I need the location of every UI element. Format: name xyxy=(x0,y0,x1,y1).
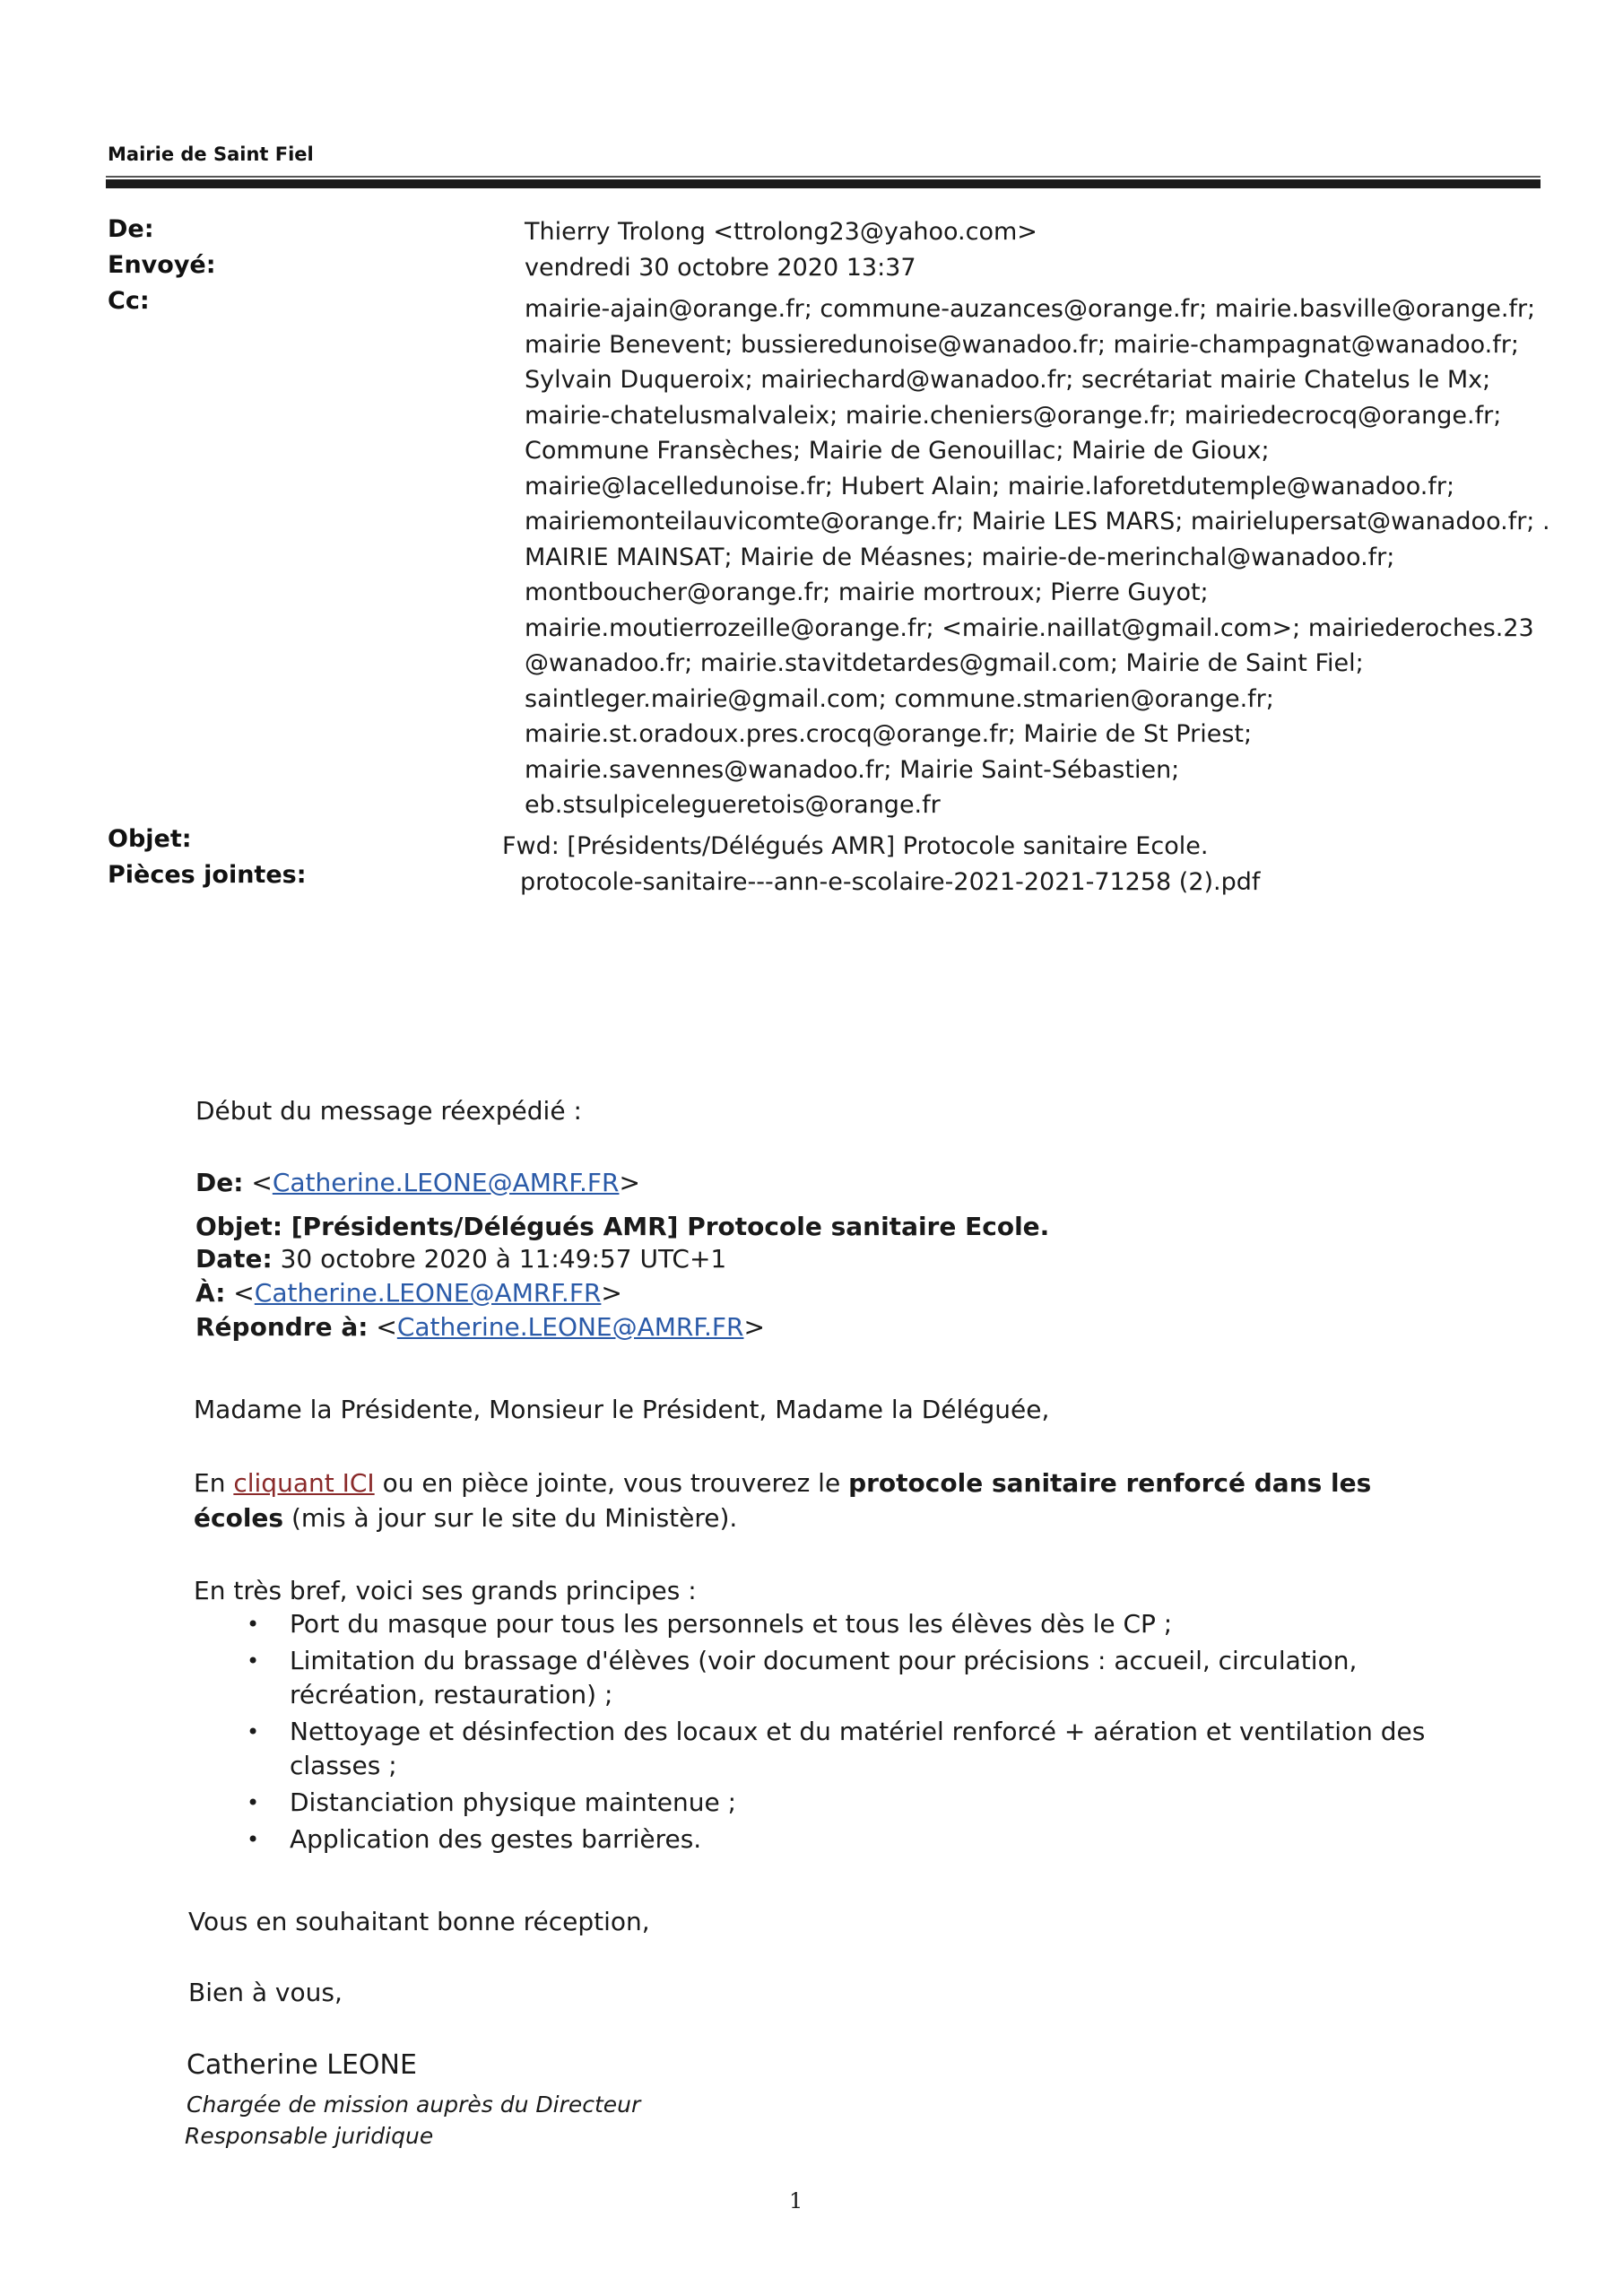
fwd-from-row xyxy=(195,1168,640,1197)
fwd-from-prefix: < xyxy=(243,1168,273,1197)
cc-line: mairie@lacelledunoise.fr; Hubert Alain; mairie.laforetdutemple@wanadoo.fr; xyxy=(525,472,1455,500)
sent-value: vendredi 30 octobre 2020 13:37 xyxy=(525,254,916,282)
fwd-date-value: 30 octobre 2020 à 11:49:57 UTC+1 xyxy=(272,1244,727,1274)
paragraph-1-line-2 xyxy=(194,1503,737,1533)
header-rule-thin xyxy=(106,176,1541,178)
closing-2: Bien à vous, xyxy=(188,1978,343,2007)
fwd-from-email-link[interactable]: Catherine.LEONE@AMRF.FR xyxy=(272,1168,620,1197)
page-number: 1 xyxy=(789,2188,803,2213)
list-item xyxy=(229,1822,1439,1857)
click-here-link[interactable]: cliquant ICI xyxy=(233,1468,375,1498)
fwd-from-label: De: xyxy=(195,1168,244,1197)
cc-line: montboucher@orange.fr; mairie mortroux; Pierre Guyot; xyxy=(525,578,1209,606)
p1-start: En xyxy=(194,1468,234,1498)
cc-line: mairiemonteilauvicomte@orange.fr; Mairie LES MARS; mairielupersat@wanadoo.fr; . xyxy=(525,508,1550,535)
attachments-value[interactable]: protocole-sanitaire---ann-e-scolaire-2021-2021-71258 (2).pdf xyxy=(520,868,1261,896)
bullet-icon: • xyxy=(247,1648,260,1674)
closing-1: Vous en souhaitant bonne réception, xyxy=(188,1907,650,1936)
cc-line: mairie.savennes@wanadoo.fr; Mairie Saint-Sébastien; xyxy=(525,755,1180,784)
signature-name: Catherine LEONE xyxy=(187,2049,417,2081)
cc-line: mairie-ajain@orange.fr; commune-auzances@orange.fr; mairie.basville@orange.fr; xyxy=(525,295,1536,323)
bullet-icon: • xyxy=(247,1719,260,1744)
cc-line: mairie-chatelusmalvaleix; mairie.cheniers@orange.fr; mairiedecrocq@orange.fr; xyxy=(525,401,1502,430)
list-item-text: Nettoyage et désinfection des locaux et du matériel renforcé + aération et ventilation des classes ; xyxy=(290,1717,1426,1780)
list-item-text: Limitation du brassage d'élèves (voir document pour précisions : accueil, circulation, récréation, restauration) ; xyxy=(290,1646,1358,1709)
fwd-from-suffix: > xyxy=(619,1168,640,1197)
list-item xyxy=(229,1607,1439,1641)
fwd-reply-row xyxy=(195,1312,765,1342)
header-rule xyxy=(106,179,1541,188)
fwd-date-label: Date: xyxy=(195,1244,273,1274)
fwd-to-label: À: xyxy=(195,1278,226,1308)
cc-line: eb.stsulpicelegueretois@orange.fr xyxy=(525,791,941,819)
list-item-text: Distanciation physique maintenue ; xyxy=(290,1787,736,1817)
fwd-to-row xyxy=(195,1278,622,1308)
bullet-icon: • xyxy=(247,1790,260,1815)
list-item-text: Port du masque pour tous les personnels et tous les élèves dès le CP ; xyxy=(290,1609,1173,1639)
cc-line: mairie.moutierrozeille@orange.fr; <mairie.naillat@gmail.com>; mairiederoches.23 xyxy=(525,613,1534,642)
forwarded-intro: Début du message réexpédié : xyxy=(195,1096,582,1126)
p1-bold2: écoles xyxy=(194,1503,284,1533)
list-item xyxy=(229,1644,1375,1712)
fwd-reply-prefix: < xyxy=(368,1312,397,1342)
list-item-text: Application des gestes barrières. xyxy=(290,1824,702,1854)
p1-mid: ou en pièce jointe, vous trouverez le xyxy=(374,1468,849,1498)
fwd-reply-suffix: > xyxy=(743,1312,765,1342)
organization-name: Mairie de Saint Fiel xyxy=(108,144,314,165)
fwd-subject-row xyxy=(195,1212,1049,1241)
cc-line: MAIRIE MAINSAT; Mairie de Méasnes; mairie-de-merinchal@wanadoo.fr; xyxy=(525,543,1395,571)
fwd-to-email-link[interactable]: Catherine.LEONE@AMRF.FR xyxy=(254,1278,602,1308)
bullet-icon: • xyxy=(247,1612,260,1637)
list-item xyxy=(229,1786,1439,1820)
cc-line: saintleger.mairie@gmail.com; commune.stmarien@orange.fr; xyxy=(525,684,1274,713)
from-label: De: xyxy=(108,215,154,243)
salutation: Madame la Présidente, Monsieur le Président, Madame la Déléguée, xyxy=(194,1395,1050,1424)
fwd-subject-value: [Présidents/Délégués AMR] Protocole sanitaire Ecole. xyxy=(282,1212,1050,1241)
subject-label: Objet: xyxy=(108,825,192,853)
fwd-date-row xyxy=(195,1244,726,1274)
fwd-reply-label: Répondre à: xyxy=(195,1312,369,1342)
subject-value: Fwd: [Présidents/Délégués AMR] Protocole sanitaire Ecole. xyxy=(502,832,1209,860)
cc-line: mairie Benevent; bussieredunoise@wanadoo.fr; mairie-champagnat@wanadoo.fr; xyxy=(525,330,1519,359)
cc-label: Cc: xyxy=(108,287,150,315)
fwd-to-suffix: > xyxy=(601,1278,622,1308)
attachments-label: Pièces jointes: xyxy=(108,861,307,889)
sent-label: Envoyé: xyxy=(108,251,216,279)
paragraph-1-line-1 xyxy=(194,1468,1371,1498)
signature-role-2: Responsable juridique xyxy=(185,2123,434,2149)
fwd-to-prefix: < xyxy=(225,1278,255,1308)
cc-line: mairie.st.oradoux.pres.crocq@orange.fr; Mairie de St Priest; xyxy=(525,720,1253,748)
cc-line: @wanadoo.fr; mairie.stavitdetardes@gmail.com; Mairie de Saint Fiel; xyxy=(525,649,1364,677)
cc-line: Sylvain Duqueroix; mairiechard@wanadoo.fr; secrétariat mairie Chatelus le Mx; xyxy=(525,366,1491,394)
signature-role-1: Chargée de mission auprès du Directeur xyxy=(187,2092,641,2118)
bullet-icon: • xyxy=(247,1827,260,1852)
p1-end: (mis à jour sur le site du Ministère). xyxy=(283,1503,738,1533)
cc-line: Commune Fransèches; Mairie de Genouillac; Mairie de Gioux; xyxy=(525,437,1270,465)
principles-list xyxy=(229,1607,1439,1859)
list-item xyxy=(229,1715,1455,1783)
cc-recipients xyxy=(525,291,1556,823)
list-intro: En très bref, voici ses grands principes : xyxy=(194,1576,697,1605)
from-value: Thierry Trolong <ttrolong23@yahoo.com> xyxy=(525,218,1037,246)
fwd-reply-email-link[interactable]: Catherine.LEONE@AMRF.FR xyxy=(396,1312,744,1342)
fwd-subject-label: Objet: xyxy=(195,1212,283,1241)
p1-bold1: protocole sanitaire renforcé dans les xyxy=(848,1468,1372,1498)
